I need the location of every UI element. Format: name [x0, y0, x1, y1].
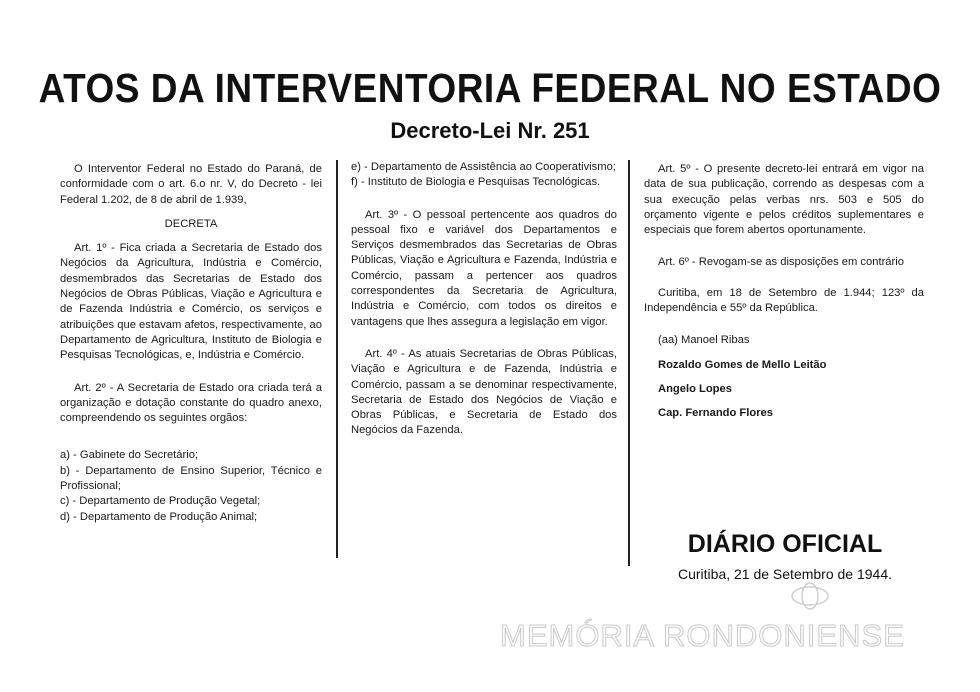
watermark-logo-icon [788, 578, 832, 610]
article-4: Art. 4º - As atuais Secretarias de Obras Públicas, Viação e Agricultura e de Fazenda, Indústria e Comércio, passam a se denominar respectivamente, Secretaria de Estado dos Negócios de Viação e Obras Públicas, e Secretaria de Estado dos Negócios da Fazenda. [351, 347, 617, 437]
signature: (aa) Manoel Ribas [658, 334, 750, 347]
article-1: Art. 1º - Fica criada a Secretaria de Estado dos Negócios da Agricultura, Indústria e Comércio, desmembrados das Secretarias de Estado dos Negócios de Obras Públicas, Viação e Agricultura e de Fazenda Indústria e Comércio, os serviços e atribuições que estavam afetos, respectivamente, ao Departamento de Agricultura, Instituto de Biologia e Pesquisas Tecnológicas, e, Indústria e Comércio. [60, 242, 322, 362]
document-subtitle: Decreto-Lei Nr. 251 [390, 118, 590, 143]
signature: Angelo Lopes [658, 382, 732, 395]
list-item: a) - Gabinete do Secretário; [60, 449, 199, 462]
list-item: f) - Instituto de Biologia e Pesquisas Tecnológicas. [351, 176, 601, 189]
article-5: Art. 5º - O presente decreto-lei entrará em vigor na data de sua publicação, correndo as despesas com a sua execução pelas verbas nrs. 503 e 505 do orçamento vigente e pelos créditos suplementares e especiais que forem abertos oportunamente. [644, 163, 924, 237]
intro-paragraph: O Interventor Federal no Estado do Paraná, de conformidade com o art. 6.o nr. V, do Decreto - lei Federal 1.202, de 8 de abril de 1.939, [60, 163, 322, 206]
article-2: Art. 2º - A Secretaria de Estado ora criada terá a organização e dotação constante do quadro anexo, compreendendo os seguintes orgãos: [60, 381, 322, 425]
column-divider [628, 160, 630, 566]
article-3: Art. 3º - O pessoal pertencente aos quadros do pessoal fixo e variável dos Departamentos e Serviços desmembrados das Secretarias de Obras Públicas, Viação e Agricultura e Fazenda, Indústria e Comércio, passam a pertencer aos quadros correspondentes da Secretaria de Agricultura, Indústria e Comércio, com todos os direitos e vantagens que lhes assegura a legislação em vigor. [351, 208, 617, 328]
list-item: b) - Departamento de Ensino Superior, Técnico e Profissional; [60, 464, 322, 493]
newspaper-date: Curitiba, 21 de Setembro de 1944. [677, 566, 893, 582]
column-3 [644, 162, 924, 431]
decreta-heading: DECRETA [164, 217, 218, 230]
article-6: Art. 6º - Revogam-se as disposições em contrário [658, 256, 904, 269]
place-date: Curitiba, em 18 de Setembro de 1.944; 123º da Independência e 55º da República. [644, 286, 924, 315]
list-item: c) - Departamento de Produção Vegetal; [60, 495, 261, 508]
list-item: e) - Departamento de Assistência ao Cooperativismo; [351, 161, 616, 173]
column-2 [351, 160, 617, 448]
list-item: d) - Departamento de Produção Animal; [60, 510, 258, 523]
column-1 [60, 162, 322, 525]
newspaper-name: DIÁRIO OFICIAL [687, 530, 883, 558]
signature: Cap. Fernando Flores [658, 407, 773, 420]
watermark-text: MEMÓRIA RONDONIENSE [500, 618, 905, 653]
document-title: ATOS DA INTERVENTORIA FEDERAL NO ESTADO [38, 65, 942, 111]
column-divider [336, 160, 338, 558]
signature: Rozaldo Gomes de Mello Leitão [658, 358, 827, 371]
